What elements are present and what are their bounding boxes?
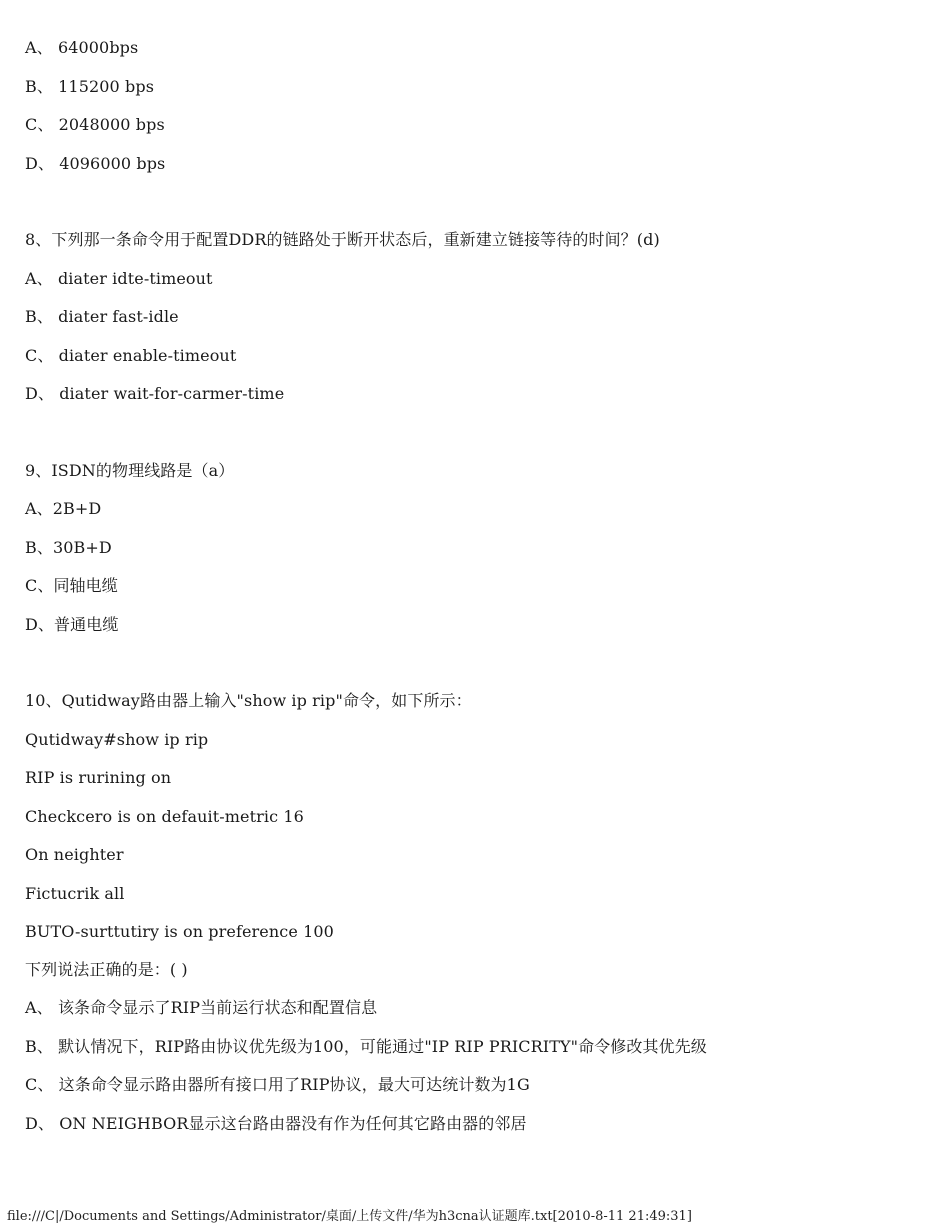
option-c-q9: C、同轴电缆 xyxy=(25,576,118,595)
option-a-q8: A、 diater idte-timeout xyxy=(25,269,213,288)
option-b-q10: B、 默认情况下，RIP路由协议优先级为100，可能通过"IP RIP PRICRITY"命令修改其优先级 xyxy=(25,1037,707,1056)
command-output-line: On neighter xyxy=(25,845,124,864)
option-a-q7: A、 64000bps xyxy=(25,38,139,57)
question-10: 10、Qutidway路由器上输入"show ip rip"命令，如下所示： xyxy=(25,691,472,710)
option-d-q9: D、普通电缆 xyxy=(25,615,119,634)
question-8: 8、下列那一条命令用于配置DDR的链路处于断开状态后，重新建立链接等待的时间？(d) xyxy=(25,230,660,249)
command-output-line: Checkcero is on defauit-metric 16 xyxy=(25,807,304,826)
option-d-q8: D、 diater wait-for-carmer-time xyxy=(25,384,285,403)
option-c-q7: C、 2048000 bps xyxy=(25,115,165,134)
question-9: 9、ISDN的物理线路是（a） xyxy=(25,461,235,480)
option-c-q8: C、 diater enable-timeout xyxy=(25,346,237,365)
option-a-q10: A、 该条命令显示了RIP当前运行状态和配置信息 xyxy=(25,998,378,1017)
command-output-line: RIP is rurining on xyxy=(25,768,172,787)
option-b-q7: B、 115200 bps xyxy=(25,77,155,96)
option-b-q8: B、 diater fast-idle xyxy=(25,307,179,326)
question-10-prompt: 下列说法正确的是：( ) xyxy=(25,960,188,979)
option-d-q10: D、 ON NEIGHBOR显示这台路由器没有作为任何其它路由器的邻居 xyxy=(25,1114,527,1133)
option-b-q9: B、30B+D xyxy=(25,538,112,557)
command-output-line: Fictucrik all xyxy=(25,884,125,903)
option-a-q9: A、2B+D xyxy=(25,499,102,518)
file-path-footer: file:///C|/Documents and Settings/Administrator/桌面/上传文件/华为h3cna认证题库.txt[2010-8-11 21:49:31] xyxy=(7,1209,692,1224)
command-output-line: BUTO-surttutiry is on preference 100 xyxy=(25,922,334,941)
command-output-line: Qutidway#show ip rip xyxy=(25,730,209,749)
option-d-q7: D、 4096000 bps xyxy=(25,154,166,173)
option-c-q10: C、 这条命令显示路由器所有接口用了RIP协议，最大可达统计数为1G xyxy=(25,1075,530,1094)
